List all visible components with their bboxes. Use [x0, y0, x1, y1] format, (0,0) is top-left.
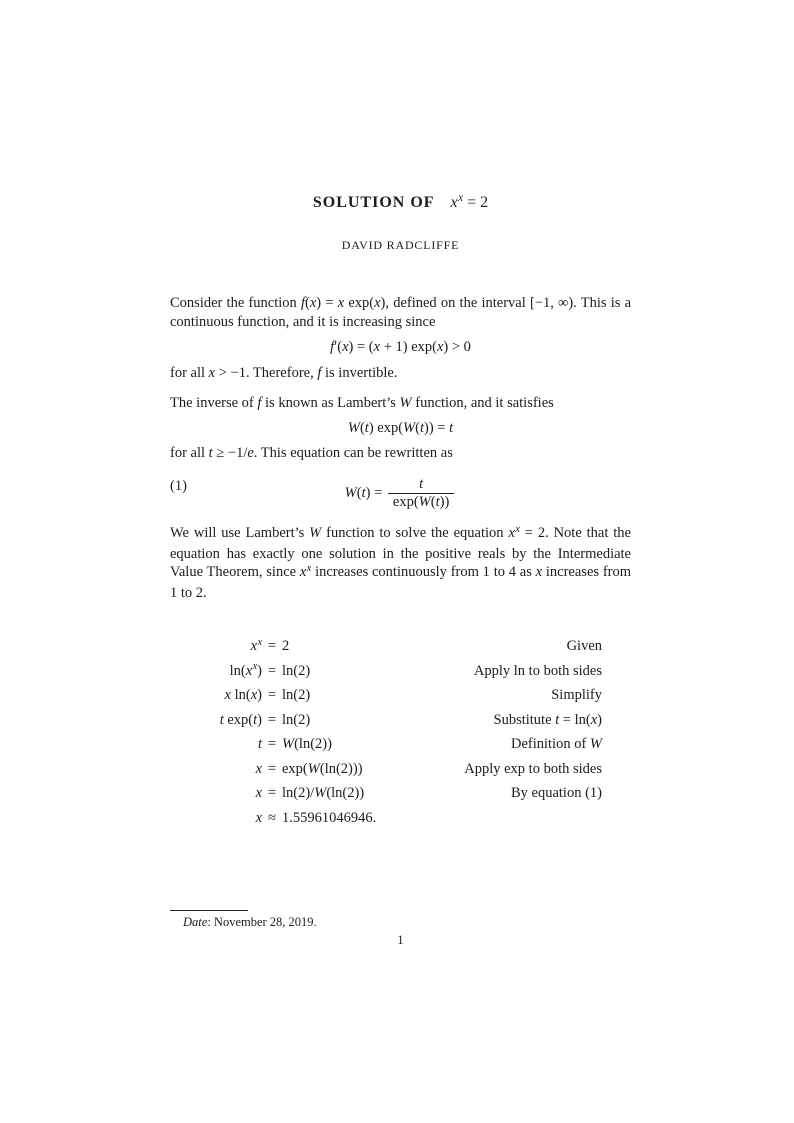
step-lhs: t — [257, 736, 262, 752]
footnote — [170, 910, 631, 930]
equation-1 — [170, 464, 631, 510]
step-row — [170, 683, 631, 708]
step-rhs: 1.55961046946. — [282, 809, 377, 826]
step-reason: By equation (1) — [510, 785, 602, 801]
step-relation: = — [267, 687, 277, 703]
step-lhs: $x^x$ — [250, 636, 262, 654]
step-reason: Definition of W — [510, 736, 602, 752]
paragraph-solution-plan: We will use Lambert’s W function to solve the equation $x^x = 2$. Note that the equation has exactly one solution in the positive reals by the Intermediate Value Theorem, since $x^x$ increases continuously from 1 to 4 as x increases from 1 to 2. — [170, 523, 631, 601]
step-lhs: x — [255, 785, 262, 801]
step-row — [170, 781, 631, 806]
step-relation: ≈ — [268, 809, 276, 826]
page-number: 1 — [397, 933, 404, 947]
equation-1-body: W(t) = $\frac{t}{\exp(W(t))}$ — [170, 464, 631, 511]
step-lhs: t exp(t) — [219, 711, 262, 728]
fraction-denominator: exp(W(t)) — [388, 493, 454, 511]
step-row — [170, 806, 631, 831]
step-reason: Apply exp to both sides — [464, 760, 602, 777]
paragraph-lambert-w: The inverse of f is known as Lambert’s W function, and it satisfies — [170, 395, 554, 411]
step-rhs: W(ln(2)) — [282, 736, 332, 752]
step-lhs: x ln(x) — [224, 687, 262, 703]
step-reason: Given — [566, 638, 602, 654]
step-rhs: exp(W(ln(2))) — [282, 760, 363, 777]
step-reason: Substitute t = ln(x) — [493, 711, 602, 728]
fraction-numerator: t — [419, 476, 424, 492]
step-reason: Apply ln to both sides — [473, 662, 602, 679]
step-row — [170, 757, 631, 782]
step-rhs: 2 — [282, 638, 290, 654]
step-relation: = — [267, 785, 277, 801]
step-row — [170, 708, 631, 733]
step-reason — [452, 806, 631, 831]
step-row — [170, 634, 631, 659]
equation-w-identity: W(t) exp(W(t)) = t — [347, 420, 454, 436]
footnote-rule — [170, 910, 248, 911]
paragraph-invertible: for all x > −1. Therefore, f is invertible. — [170, 365, 398, 381]
step-rhs: ln(2) — [282, 687, 311, 703]
step-relation: = — [267, 760, 277, 777]
derivation-steps — [170, 634, 631, 830]
paper-title: SOLUTION OF $x^x = 2$ — [312, 192, 489, 211]
step-relation: = — [267, 711, 277, 728]
step-relation: = — [267, 736, 277, 752]
step-relation: = — [267, 638, 277, 654]
fraction — [388, 476, 454, 511]
step-lhs: $\ln(x^x)$ — [229, 661, 262, 679]
step-relation: = — [267, 662, 277, 679]
step-row — [170, 732, 631, 757]
date-line: Date: November 28, 2019. — [183, 915, 317, 929]
step-lhs: x — [255, 760, 262, 777]
step-row — [170, 659, 631, 684]
author-name: DAVID RADCLIFFE — [341, 238, 460, 252]
step-reason: Simplify — [551, 687, 602, 703]
step-rhs: ln(2) — [282, 662, 311, 679]
paragraph-rewrite: for all t ≥ −1/e. This equation can be rewritten as — [170, 445, 453, 461]
equation-number-label: (1) — [170, 478, 187, 494]
step-lhs: x — [255, 809, 262, 826]
step-rhs: ln(2) — [282, 711, 311, 728]
paragraph-function-intro: Consider the function f(x) = x exp(x), defined on the interval [−1, ∞). This is a continuous function, and it is increasing since — [170, 295, 632, 330]
step-rhs: ln(2)/W(ln(2)) — [282, 785, 365, 801]
equation-derivative: f′(x) = (x + 1) exp(x) > 0 — [330, 339, 471, 355]
